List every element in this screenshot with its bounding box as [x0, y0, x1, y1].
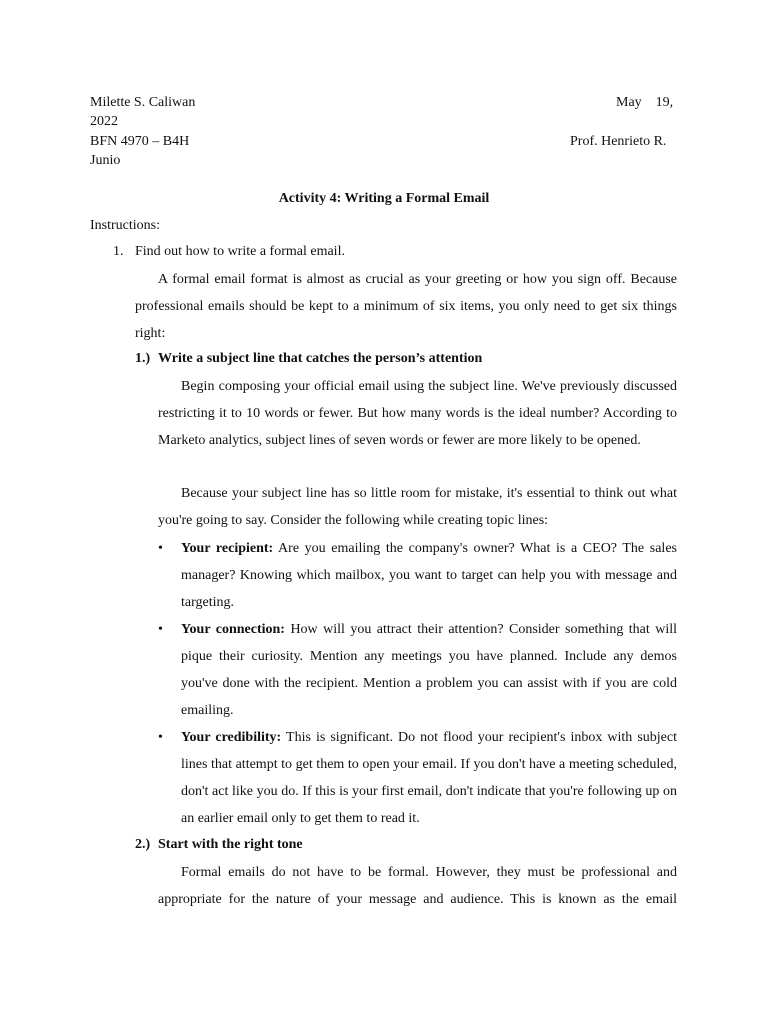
bullet-credibility	[181, 724, 677, 832]
item1-text: Find out how to write a formal email.	[135, 244, 345, 259]
date-part2: 2022	[90, 114, 118, 129]
section1-paragraph2: Because your subject line has so little room for mistake, it's essential to think out what you're going to say. Consider the following while creating topic lines:	[158, 486, 677, 528]
bullet-recipient	[181, 535, 677, 616]
bullet-icon: •	[158, 541, 163, 556]
author-name: Milette S. Caliwan	[90, 95, 196, 110]
section2-paragraph1: Formal emails do not have to be formal. However, they must be professional and appropriate for the nature of your message and audience. This is known as the email	[158, 865, 677, 907]
bullet-recipient-text: Are you emailing the company's owner? What is a CEO? The sales manager? Knowing which mailbox, you want to target can help you with message and targeting.	[181, 541, 677, 610]
item1-number: 1.	[113, 244, 124, 259]
course-code: BFN 4970 – B4H	[90, 134, 190, 149]
professor-part2: Junio	[90, 153, 121, 168]
bullet-icon: •	[158, 730, 163, 745]
section1-heading: Write a subject line that catches the person’s attention	[158, 351, 483, 366]
date-part1: May 19,	[616, 95, 674, 110]
instructions-label: Instructions:	[90, 218, 160, 233]
professor-part1: Prof. Henrieto R.	[570, 134, 667, 149]
bullet-icon: •	[158, 622, 163, 637]
intro-paragraph: A formal email format is almost as crucial as your greeting or how you sign off. Because professional emails should be kept to a minimum of six items, you only need to get six things right:	[135, 272, 677, 341]
bullet-connection	[181, 616, 677, 724]
bullet-connection-label: Your connection:	[181, 622, 285, 637]
bullet-recipient-label: Your recipient:	[181, 541, 274, 556]
section1-number: 1.)	[135, 351, 151, 366]
section2-heading: Start with the right tone	[158, 837, 303, 852]
bullet-connection-text: How will you attract their attention? Consider something that will pique their curiosity. Mention any meetings you have planned. Include any demos you've done with the recipient. Mention a problem you can assist with if you are cold emailing.	[181, 622, 677, 718]
section1-paragraph1: Begin composing your official email using the subject line. We've previously discussed restricting it to 10 words or fewer. But how many words is the ideal number? According to Marketo analytics, subject lines of seven words or fewer are more likely to be opened.	[158, 379, 677, 448]
bullet-credibility-label: Your credibility:	[181, 730, 282, 745]
bullet-credibility-text: This is significant. Do not flood your recipient's inbox with subject lines that attempt to get them to open your email. If you don't have a meeting scheduled, don't act like you do. If this is your first email, don't indicate that you're following up on an earlier email only to get them to read it.	[181, 730, 677, 826]
section2-number: 2.)	[135, 837, 151, 852]
document-title: Activity 4: Writing a Formal Email	[278, 191, 490, 206]
